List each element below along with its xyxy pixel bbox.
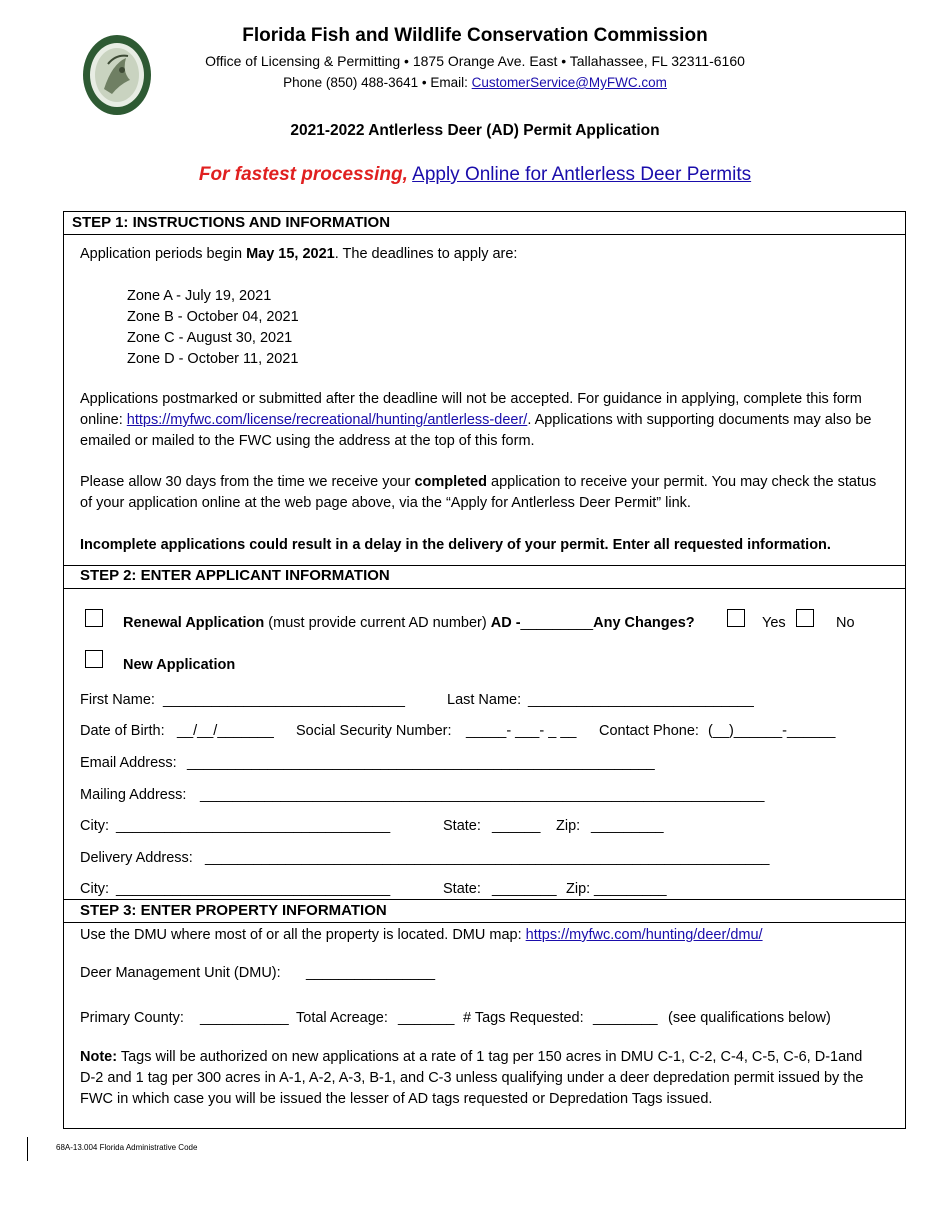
footer-margin-bar	[27, 1137, 28, 1161]
mailing-state-field[interactable]: ______	[492, 818, 541, 834]
step3-rule	[63, 922, 906, 923]
para2-a: Please allow 30 days from the time we receive your	[80, 474, 415, 490]
step2-top-rule	[63, 565, 906, 566]
mailing-state-label: State:	[443, 818, 481, 834]
mailing-city-field[interactable]: __________________________________	[116, 818, 391, 834]
county-label: Primary County:	[80, 1010, 184, 1026]
delivery-state-label: State:	[443, 881, 481, 897]
county-field[interactable]: ___________	[200, 1010, 289, 1026]
ad-prefix: AD -	[490, 615, 521, 631]
ssn-field[interactable]: _____- ___- _ __	[466, 723, 577, 739]
ssn-label: Social Security Number:	[296, 723, 452, 739]
contact-line	[0, 75, 950, 90]
delivery-label: Delivery Address:	[80, 850, 193, 866]
zone-d: Zone D - October 11, 2021	[127, 351, 299, 367]
acreage-field[interactable]: _______	[398, 1010, 455, 1026]
delivery-zip-label: Zip:	[566, 881, 591, 897]
delivery-city-field[interactable]: __________________________________	[116, 881, 391, 897]
step3-heading: STEP 3: ENTER PROPERTY INFORMATION	[80, 902, 387, 919]
application-period	[80, 244, 517, 265]
zone-a: Zone A - July 19, 2021	[127, 288, 272, 304]
changes-yes-checkbox[interactable]	[727, 609, 745, 627]
renewal-checkbox[interactable]	[85, 609, 103, 627]
contact-phone-field[interactable]: (__)______-______	[708, 723, 836, 739]
dmu-field[interactable]: ________________	[306, 965, 436, 981]
step1-heading: STEP 1: INSTRUCTIONS AND INFORMATION	[72, 214, 391, 231]
dmu-label: Deer Management Unit (DMU):	[80, 965, 281, 981]
tag-authorization-note	[80, 1047, 880, 1110]
mailing-label: Mailing Address:	[80, 787, 187, 803]
acreage-label: Total Acreage:	[296, 1010, 388, 1026]
form-title: 2021-2022 Antlerless Deer (AD) Permit Application	[290, 122, 660, 139]
para2-bold: completed	[414, 474, 487, 490]
step2-heading: STEP 2: ENTER APPLICANT INFORMATION	[80, 567, 390, 584]
note-label: Note:	[80, 1049, 118, 1065]
renewal-note: (must provide current AD number)	[264, 615, 491, 631]
mailing-zip-field[interactable]: _________	[591, 818, 664, 834]
online-form-link[interactable]: https://myfwc.com/license/recreational/hunting/antlerless-deer/	[126, 412, 528, 428]
phone-text: Phone (850) 488-3641 • Email:	[283, 75, 472, 90]
renewal-line	[123, 613, 695, 634]
email-field[interactable]: __________________________________________________________	[187, 755, 655, 771]
deadline-paragraph	[80, 389, 880, 452]
delivery-city-label: City:	[80, 881, 109, 897]
period-pre: Application periods begin	[80, 246, 247, 262]
para2-b: application to receive your permit. You may check the status of your application online at the web page above, via the “Apply for Antlerless Deer Permit” link.	[80, 474, 877, 511]
delivery-zip-field[interactable]: _________	[594, 881, 667, 897]
last-name-field[interactable]: ____________________________	[528, 692, 754, 708]
delivery-state-field[interactable]: ________	[492, 881, 557, 897]
new-application-checkbox[interactable]	[85, 650, 103, 668]
fastest-processing-line	[0, 164, 950, 186]
dob-field[interactable]: __/__/_______	[177, 723, 274, 739]
any-changes-label: Any Changes?	[593, 615, 695, 631]
zone-b: Zone B - October 04, 2021	[127, 309, 299, 325]
dmu-instruction	[80, 925, 763, 946]
para1-a: Applications postmarked or submitted after the deadline will not be accepted. For guidance in applying, complete this form online:	[80, 391, 862, 428]
step2-rule	[63, 588, 906, 589]
contact-phone-label: Contact Phone:	[599, 723, 699, 739]
para1-b: . Applications with supporting documents may also be emailed or mailed to the FWC using the address at the top of this form.	[80, 412, 872, 449]
org-name: Florida Fish and Wildlife Conservation Commission	[242, 25, 708, 46]
step1-rule	[63, 234, 906, 235]
no-label: No	[836, 615, 855, 631]
processing-paragraph	[80, 472, 880, 514]
mailing-zip-label: Zip:	[556, 818, 581, 834]
delivery-field[interactable]: ______________________________________________________________________	[205, 850, 770, 866]
last-name-label: Last Name:	[447, 692, 522, 708]
first-name-label: First Name:	[80, 692, 155, 708]
dmu-text: Use the DMU where most of or all the property is located. DMU map:	[80, 927, 526, 943]
mailing-city-label: City:	[80, 818, 109, 834]
yes-label: Yes	[762, 615, 786, 631]
dmu-map-link[interactable]: https://myfwc.com/hunting/deer/dmu/	[525, 927, 763, 943]
fastest-text: For fastest processing,	[198, 164, 408, 185]
office-address: Office of Licensing & Permitting • 1875 Orange Ave. East • Tallahassee, FL 32311-6160	[205, 53, 745, 69]
changes-no-checkbox[interactable]	[796, 609, 814, 627]
tags-label: # Tags Requested:	[463, 1010, 584, 1026]
zone-c: Zone C - August 30, 2021	[127, 330, 293, 346]
admin-code-footer: 68A-13.004 Florida Administrative Code	[56, 1143, 198, 1152]
first-name-field[interactable]: ______________________________	[163, 692, 405, 708]
dob-label: Date of Birth:	[80, 723, 165, 739]
email-link[interactable]: CustomerService@MyFWC.com	[471, 75, 667, 90]
period-date: May 15, 2021	[246, 246, 335, 262]
tags-field[interactable]: ________	[593, 1010, 658, 1026]
renewal-label: Renewal Application	[123, 615, 265, 631]
incomplete-warning: Incomplete applications could result in a delay in the delivery of your permit. Enter all requested information.	[80, 537, 831, 553]
apply-online-link[interactable]: Apply Online for Antlerless Deer Permits	[412, 164, 752, 185]
ad-number-field[interactable]: _________	[520, 615, 594, 631]
new-application-label: New Application	[123, 657, 236, 673]
tags-note: (see qualifications below)	[668, 1010, 831, 1026]
period-post: . The deadlines to apply are:	[334, 246, 518, 262]
email-label: Email Address:	[80, 755, 177, 771]
mailing-field[interactable]: ______________________________________________________________________	[200, 787, 765, 803]
note-text: Tags will be authorized on new applications at a rate of 1 tag per 150 acres in DMU C-1, C-2, C-4, C-5, C-6, D-1and D-2 and 1 tag per 300 acres in A-1, A-2, A-3, B-1, and C-3 unless qualifying under a deer depredation permit issued by the FWC in which case you will be issued the lesser of AD tags requested or Depredation Tags issued.	[80, 1049, 864, 1107]
